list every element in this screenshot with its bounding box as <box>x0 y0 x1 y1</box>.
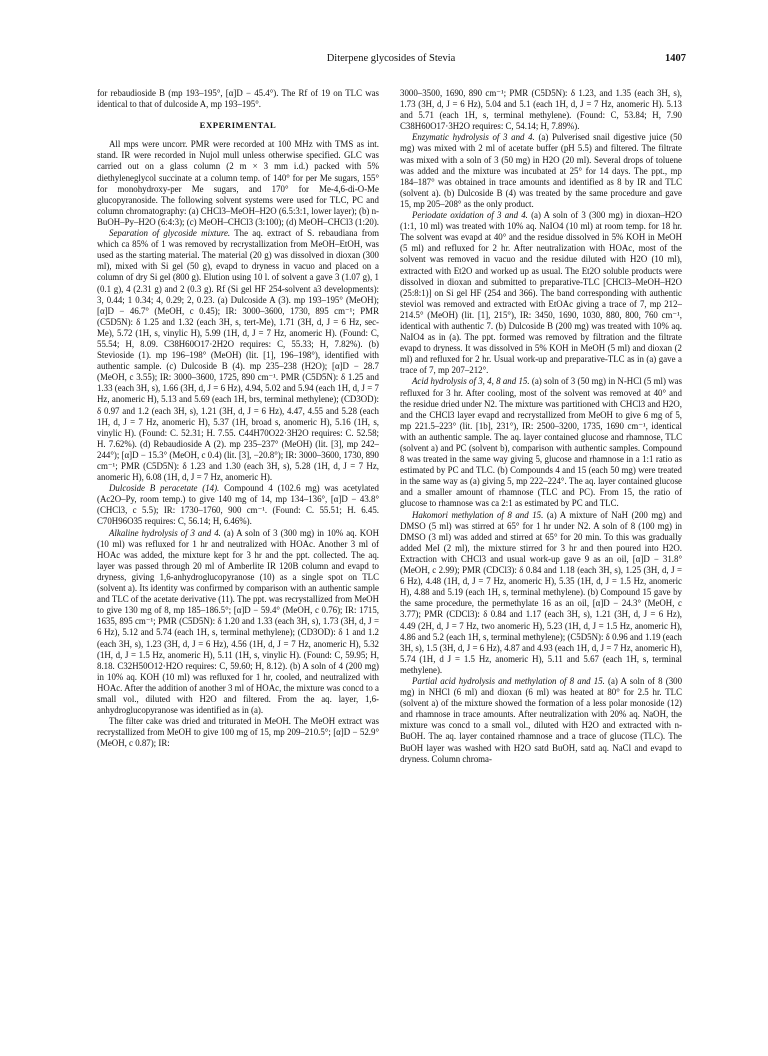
right-column <box>400 88 682 1028</box>
separation-text: The aq. extract of S. rebaudiana from which ca 85% of 1 was removed by recrystallization from MeOH–EtOH, was used as the starting material. The material (20 g) was dissolved in dioxan (300 ml), mixed with Si gel (50 g), evapd to dryness in vacuo and placed on a column of dry Si gel (800 g). Elution using 10 l. of solvent a gave 3 (1.07 g), 1 (0.1 g), 4 (2.31 g) and 2 (0.3 g). Rf (Si gel HF 254-solvent a3 developments): 3, 0.44; 1 0.34; 4, 0.29; 2, 0.23. (a) Dulcoside A (3). mp 193–195° (MeOH); [α]D − 46.7° (MeOH, c 0.45); IR: 3000–3600, 1730, 895 cm⁻¹; PMR (C5D5N): δ 1.25 and 1.32 (each 3H, s, tert-Me), 1.71 (3H, d, J = 6 Hz, sec-Me), 5.72 (1H, s, vinylic H), 5.99 (1H, d, J = 7 Hz, anomeric H). (Found: C, 55.54; H, 8.09. C38H60O17·2H2O requires: C, 55.33; H, 7.82%). (b) Stevioside (1). mp 196–198° (MeOH) (lit. [1], 196–198°), identified with authentic sample. (c) Dulcoside B (4). mp 235–238 (H2O); [α]D − 28.7 (MeOH, c 3.55); IR: 3000–3600, 1725, 890 cm⁻¹. PMR (C5D5N): δ 1.25 and 1.33 (each 3H, s), 1.66 (3H, d, J = 6 Hz), 4.94, 5.02 and 5.94 (each 1H, d, J = 7 Hz, anomeric H), 5.13 and 5.69 (each 1H, brs, terminal methylene); (CD3OD): δ 0.97 and 1.2 (each 3H, s), 1.21 (3H, d, J = 6 Hz), 4.47, 4.55 and 5.28 (each 1H, d, J = 7 Hz, anomeric H), 5.37 (1H, broad s, anomeric H), 5.16 (1H, s, vinylic H). (Found: C. 52.31; H. 7.55. C44H70O22·3H2O requires: C. 52.58; H. 7.62%). (d) Rebaudioside A (2). mp 235–237° (MeOH) (lit. [3], mp 242–244°); [α]D − 15.3° (MeOH, c 0.4) (lit. [3], −20.8°); IR: 3000–3600, 1730, 890 cm⁻¹; PMR (C5D5N): δ 1.23 and 1.30 (each 3H, s), 5.28 (1H, d, J = 7 Hz, anomeric H), 6.08 (1H, d, J = 7 Hz, anomeric H). <box>97 228 379 483</box>
general-methods-paragraph: All mps were uncorr. PMR were recorded at 100 MHz with TMS as int. stand. IR were recorded in Nujol mull unless otherwise specified. GLC was carried out on a glass column (2 m × 3 mm i.d.) packed with 5% diethyleneglycol succinate at a column temp. of 140° for per Me sugars, 155° for monohydroxy-per Me sugars, and 170° for Me-4,6-di-O-Me glucopyranoside. The following solvent systems were used for TLC, PC and column chromatography: (a) CHCl3–MeOH–H2O (6.5:3:1, lower layer); (b) n-BuOH–Py–H2O (6:4:3); (c) MeOH–CHCl3 (3:100); (d) MeOH–CHCl3 (1:20). <box>97 139 379 227</box>
peracetate-heading: Dulcoside B peracetate (14). <box>109 483 220 494</box>
peracetate-text: Compound 4 (102.6 mg) was acetylated (Ac2O–Py, room temp.) to give 140 mg of 14, mp 134–136°, [α]D − 43.8° (CHCl3, c 5.5); IR: 1730–1760, 900 cm⁻¹. (Found: C. 55.51; H. 6.45. C70H96O35 requires: C, 56.14; H, 6.46%). <box>97 483 379 527</box>
filter-cake-paragraph: The filter cake was dried and triturated in MeOH. The MeOH extract was recrystallized from MeOH to give 100 mg of 15, mp 209–210.5°; [α]D − 52.9° (MeOH, c 0.87); IR: <box>97 716 379 749</box>
acid-text: (a) soln of 3 (50 mg) in N-HCl (5 ml) was refluxed for 3 hr. After cooling, most of the solvent was removed at 40° and the residue dried under N2. The mixture was partitioned with CHCl3 and H2O, and the CHCl3 layer evapd and recrystallized from MeOH to give 6 mg of 5, mp 221.5–223° (lit. [1b], 231°), IR: 2500–3200, 1735, 1690 cm⁻¹, identical with an authentic sample. The aq. layer contained glucose and rhamnose, TLC (solvent a) and PC (solvent b), comparison with authentic samples. Compound 8 was treated in the same way giving 5, glucose and rhamnose in a 1:1 ratio as estimated by PC and TLC. (b) Compounds 4 and 15 (each 50 mg) were treated in the same way as (a) giving 5, mp 222–224°. The aq. layer contained glucose and a smaller amount of rhamnose (TLC and PC). From 15, the ratio of glucose to rhamnose was ca 2:1 as estimated by PC and TLC. <box>400 376 682 509</box>
running-title: Diterpene glycosides of Stevia <box>326 53 456 64</box>
hakomori-paragraph <box>400 510 682 676</box>
running-head <box>96 53 686 67</box>
enzymatic-heading: Enzymatic hydrolysis of 3 and 4. <box>412 132 535 143</box>
enzymatic-text: (a) Pulverised snail digestive juice (50 mg) was mixed with 2 ml of acetate buffer (pH 5.5) and filtered. The filtrate was mixed with a soln of 3 (50 mg) in H2O (20 ml). Several drops of toluene was added and the mixture was incubated at 25° for 14 days. The ppt., mp 184–187° was obtained in trace amounts and identified as 8 by IR and TLC (solvent a). (b) Dulcoside B (4) was treated by the same procedure and gave 15, mp 205–208° as the only product. <box>400 132 682 209</box>
periodate-text: (a) A soln of 3 (300 mg) in dioxan–H2O (1:1, 10 ml) was treated with 10% aq. NaIO4 (10 ml) at room temp. for 18 hr. The solvent was evapd at 40° and the residue dissolved in 5% KOH in MeOH (5 ml) and refluxed for 2 hr. After neutralization with HOAc, most of the solvent was removed in vacuo and the residue diluted with H2O (10 ml), extracted with Et2O and worked up as usual. The Et2O soluble products were dissolved in dioxan and submitted to preparative-TLC [CHCl3–MeOH–H2O (25:8:1)] on Si gel HF (254 and 366). The band corresponding with authentic steviol was removed and extracted with EtOAc giving a trace of 7, mp 212–214.5° (MeOH) (lit. [1], 215°), IR: 3450, 1690, 1030, 880, 800, 760 cm⁻¹, identical with authentic 7. (b) Dulcoside B (200 mg) was treated with 10% aq. NaIO4 as in (a). The ppt. formed was removed by filtration and the filtrate evapd to dryness. It was dissolved in 5% KOH in MeOH (5 ml) and dioxan (2 ml) and refluxed for 2 hr. Usual work-up and preparative-TLC as in (a) gave a trace of 7, mp 207–212°. <box>400 210 682 376</box>
partial-hydrolysis-heading: Partial acid hydrolysis and methylation of 8 and 15. <box>412 675 605 686</box>
separation-heading: Separation of glycoside mixture. <box>109 228 231 239</box>
page-number: 1407 <box>665 53 686 64</box>
continued-paragraph: 3000–3500, 1690, 890 cm⁻¹; PMR (C5D5N): δ 1.23, and 1.35 (each 3H, s), 1.73 (3H, d, J = 6 Hz), 5.04 and 5.1 (each 1H, d, J = 7 Hz, anomeric H). 5.13 and 5.71 (each 1H, s, terminal methylene). (Found: C, 53.84; H, 7.90 C38H60O17·3H2O requires: C, 54.14; H, 7.89%). <box>400 88 682 132</box>
separation-paragraph <box>97 228 379 483</box>
partial-hydrolysis-text: (a) A soln of 8 (300 mg) in NHCl (6 ml) and dioxan (6 ml) was heated at 80° for 2.5 hr. TLC (solvent a) of the mixture showed the formation of a less polar monoside (12) and rhamnose in trace amounts. After neutralization with 20% aq. NaOH, the mixture was concd to a small vol., diluted with H2O and extracted with n-BuOH. The aq. layer contained rhamnose and a trace of glucose (TLC). The BuOH layer was washed with H2O satd BuOH, satd aq. NaCl and evapd to dryness. Column chroma- <box>400 675 682 764</box>
alkaline-text: (a) A soln of 3 (300 mg) in 10% aq. KOH (10 ml) was refluxed for 1 hr and neutralized with HOAc. Another 3 ml of HOAc was added, the mixture kept for 3 hr and the ppt. collected. The aq. layer was passed through 20 ml of Amberlite IR 120B column and evapd to dryness, giving 1,6-anhydroglucopyranose (10) as a single spot on TLC (solvent a). Its identity was confirmed by comparison with an authentic sample and TLC of the acetate derivative (11). The ppt. was recrystallized from MeOH to give 130 mg of 8, mp 185–186.5°; [α]D − 59.4° (MeOH, c 0.76); IR: 1715, 1635, 895 cm⁻¹; PMR (C5D5N): δ 1.20 and 1.33 (each 3H, s), 1.73 (3H, d, J = 6 Hz), 5.12 and 5.74 (each 1H, s, terminal methylene); (CD3OD): δ 1 and 1.2 (each 3H, s), 1.23 (3H, d, J = 6 Hz), 4.56 (1H, d, J = 7 Hz, anomeric H), 5.32 (1H, d, J = 1.5 Hz, anomeric H), 5.11 (1H, s, vinylic H). (Found: C, 59.95; H, 8.18. C32H50O12·H2O requires: C, 59.60; H, 8.12). (b) A soln of 4 (200 mg) in 10% aq. KOH (10 ml) was refluxed for 1 hr, cooled, and neutralized with HOAc. After the addition of another 3 ml of HOAc, the mixture was concd to a small vol., diluted with H2O and filtered. From the aq. layer, 1,6-anhydroglucopyranose was identified as in (a). <box>97 527 379 716</box>
partial-hydrolysis-paragraph <box>400 676 682 765</box>
enzymatic-paragraph <box>400 132 682 210</box>
acid-heading: Acid hydrolysis of 3, 4, 8 and 15. <box>412 376 530 387</box>
hakomori-text: (a) A mixture of NaH (200 mg) and DMSO (5 ml) was stirred at 65° for 1 hr under N2. A soln of 8 (100 mg) in DMSO (3 ml) was added and stirred at 65° for 20 min. To this was gradually added MeI (2 ml), the mixture stirred for 3 hr and then poured into H2O. Extraction with CHCl3 and usual work-up gave 9 as an oil, [α]D − 31.8° (MeOH, c 2.99); PMR (CDCl3): δ 0.84 and 1.18 (each 3H, s), 1.25 (3H, d, J = 6 Hz), 4.48 (1H, d, J = 7 Hz, anomeric H), 5.35 (1H, d, J = 1.5 Hz, anomeric H), 4.88 and 5.19 (each 1H, s, terminal methylene). (b) Compound 15 gave by the same procedure, the permethylate 16 as an oil, [α]D − 24.3° (MeOH, c 3.77); PMR (CDCl3): δ 0.84 and 1.17 (each 3H, s), 1.21 (3H, d, J = 6 Hz), 4.49 (2H, d, J = 7 Hz, two anomeric H), 5.23 (1H, d, J = 1.5 Hz, anomeric H), 4.86 and 5.2 (each 1H, s, terminal methylene); (C5D5N): δ 0.96 and 1.19 (each 3H, s), 1.5 (3H, d, J = 6 Hz), 4.87 and 4.93 (each 1H, d, J = 7 Hz, anomeric H), 5.74 (1H, d J = 1.5 Hz, anomeric H), 5.11 and 5.67 (each 1H, s, terminal methylene). <box>400 509 682 675</box>
periodate-heading: Periodate oxidation of 3 and 4. <box>412 210 528 221</box>
section-heading: EXPERIMENTAL <box>199 120 277 131</box>
peracetate-paragraph <box>97 483 379 527</box>
left-column <box>97 88 379 1028</box>
alkaline-heading: Alkaline hydrolysis of 3 and 4. <box>109 527 221 538</box>
periodate-paragraph <box>400 210 682 376</box>
intro-paragraph: for rebaudioside B (mp 193–195°, [α]D − 45.4°). The Rf of 19 on TLC was identical to that of dulcoside A, mp 193–195°. <box>97 88 379 110</box>
acid-paragraph <box>400 376 682 509</box>
hakomori-heading: Hakomori methylation of 8 and 15. <box>412 509 544 520</box>
alkaline-paragraph <box>97 528 379 717</box>
